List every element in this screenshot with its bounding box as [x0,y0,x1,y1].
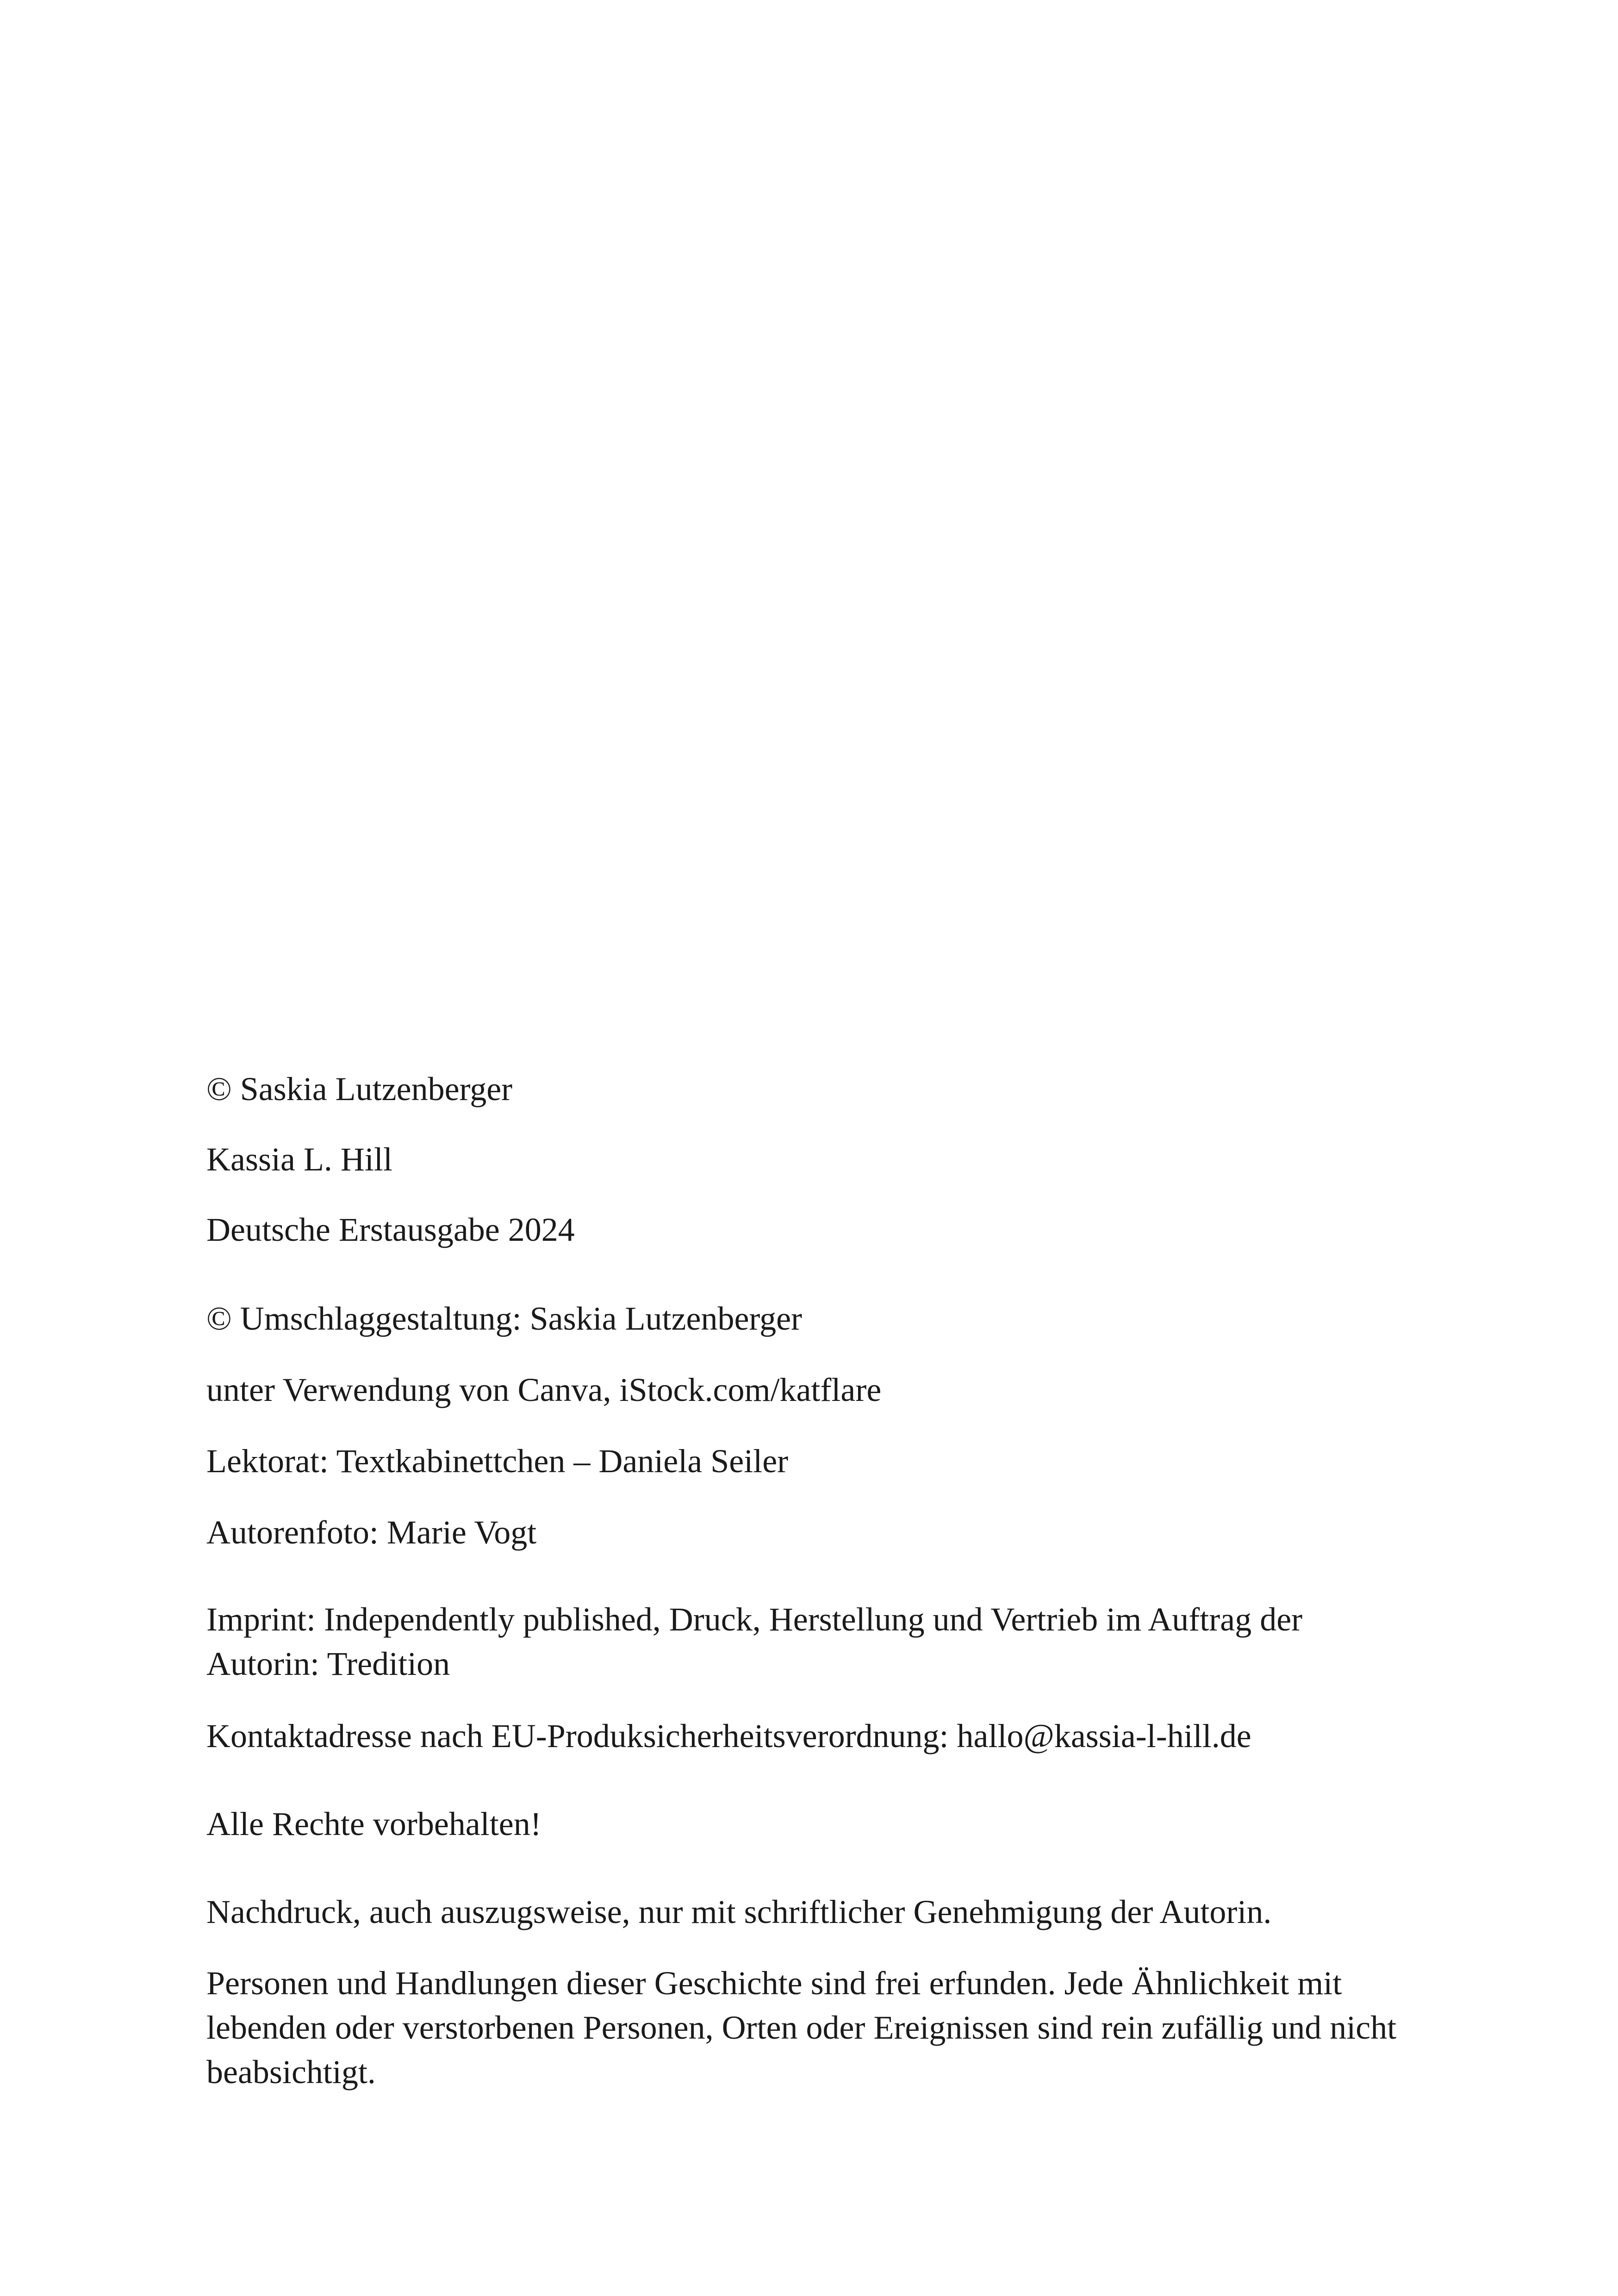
fiction-disclaimer: Personen und Handlungen dieser Geschichte sind frei erfunden. Jede Ähnlichkeit mit lebenden oder verstorbenen Personen, Orten oder Ereignissen sind rein zufällig und nicht beabsichtigt. [206,1965,1405,2091]
contact-address: Kontaktadresse nach EU-Produksicherheitsverordnung: hallo@kassia-l-hill.de [206,1717,1251,1755]
author-name: Kassia L. Hill [206,1141,392,1178]
publisher-line: Imprint: Independently published, Druck, Herstellung und Vertrieb im Auftrag der Autorin: Tredition [206,1601,1309,1682]
edition-line: Deutsche Erstausgabe 2024 [206,1211,575,1248]
reprint-notice: Nachdruck, auch auszugsweise, nur mit schriftlicher Genehmigung der Autorin. [206,1893,1272,1930]
imprint-block [206,1067,1405,2094]
rights-reserved: Alle Rechte vorbehalten! [206,1805,541,1842]
copyright-line: © Saskia Lutzenberger [206,1070,513,1108]
editing-credit: Lektorat: Textkabinettchen – Daniela Seiler [206,1443,789,1480]
cover-design-credit: © Umschlaggestaltung: Saskia Lutzenberger [206,1300,803,1337]
author-photo-credit: Autorenfoto: Marie Vogt [206,1514,537,1551]
cover-sources-credit: unter Verwendung von Canva, iStock.com/katflare [206,1371,882,1408]
